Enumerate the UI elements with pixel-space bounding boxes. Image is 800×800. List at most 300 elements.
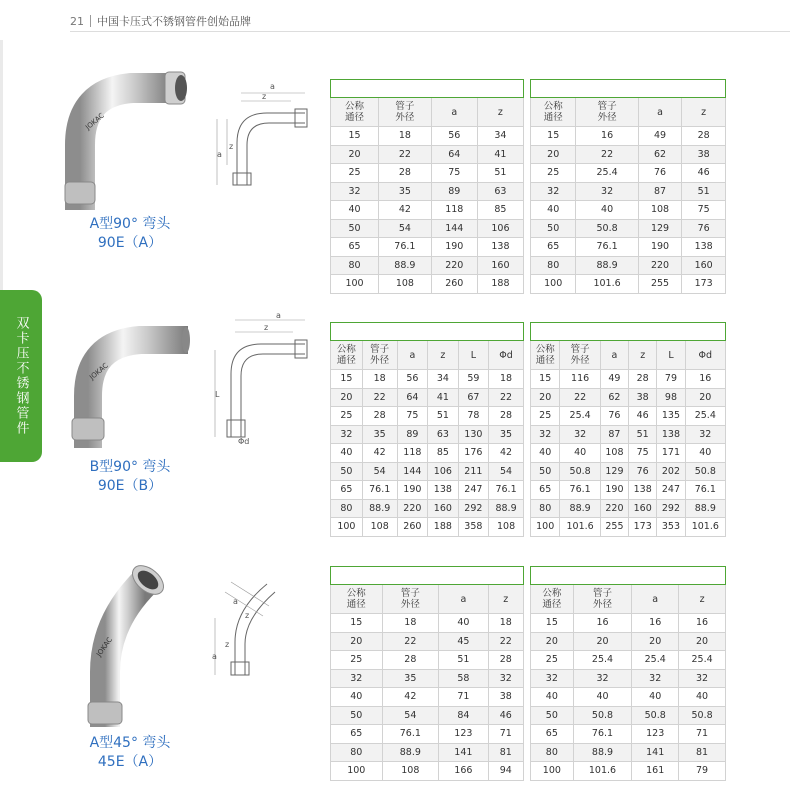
table-cell: 80 <box>531 256 576 275</box>
table-cell: 20 <box>531 632 574 651</box>
table-cell: 64 <box>431 145 477 164</box>
table-cell: 75 <box>629 444 657 463</box>
table-cell: 88.9 <box>573 743 632 762</box>
table-cell: 16 <box>685 370 725 389</box>
table-cell: 62 <box>638 145 682 164</box>
table-cell: 51 <box>629 425 657 444</box>
table-cell: 166 <box>439 762 489 781</box>
table-cell: 38 <box>488 688 523 707</box>
table-cell: 40 <box>576 201 638 220</box>
table-cell: 16 <box>632 614 679 633</box>
caption-code: 45E（A） <box>97 754 163 770</box>
elbow-90-b-diagram <box>205 312 325 447</box>
table-row <box>331 651 524 670</box>
table-title: CJ/T 152 Ⅰ系列 <box>331 80 524 98</box>
table-cell: 173 <box>682 275 726 294</box>
table-row <box>531 388 726 407</box>
diagram-dim-label: z <box>264 323 269 332</box>
table-cell: 15 <box>531 370 560 389</box>
table-cell: 76 <box>629 462 657 481</box>
table-cell: 65 <box>331 481 363 500</box>
col-header: a <box>638 98 682 127</box>
table-row <box>531 669 726 688</box>
table-cell: 188 <box>428 518 459 537</box>
table-row <box>331 256 524 275</box>
table-row <box>331 275 524 294</box>
table-cell: 32 <box>531 182 576 201</box>
table-cell: 35 <box>489 425 524 444</box>
table-cell: 129 <box>600 462 628 481</box>
table-cell: 67 <box>458 388 489 407</box>
table-cell: 160 <box>629 499 657 518</box>
spec-table-cjt152 <box>330 566 524 781</box>
spec-table-cjt152 <box>330 322 524 537</box>
page-edge <box>0 40 3 290</box>
table-cell: 80 <box>531 499 560 518</box>
table-cell: 16 <box>573 614 632 633</box>
table-cell: 15 <box>331 614 383 633</box>
table-cell: 32 <box>488 669 523 688</box>
table-cell: 40 <box>331 201 379 220</box>
table-cell: 260 <box>397 518 428 537</box>
table-cell: 54 <box>362 462 397 481</box>
col-header: a <box>397 341 428 370</box>
table-cell: 76.1 <box>573 725 632 744</box>
table-cell: 76.1 <box>489 481 524 500</box>
table-cell: 100 <box>531 275 576 294</box>
table-cell: 28 <box>629 370 657 389</box>
table-cell: 220 <box>600 499 628 518</box>
table-cell: 25.4 <box>560 407 600 426</box>
table-cell: 54 <box>489 462 524 481</box>
table-cell: 255 <box>600 518 628 537</box>
table-cell: 18 <box>362 370 397 389</box>
table-cell: 108 <box>379 275 432 294</box>
svg-text:JOKAC: JOKAC <box>84 111 106 132</box>
table-cell: 42 <box>489 444 524 463</box>
table-cell: 176 <box>458 444 489 463</box>
table-cell: 160 <box>477 256 523 275</box>
table-row <box>531 425 726 444</box>
table-cell: 88.9 <box>576 256 638 275</box>
table-cell: 71 <box>679 725 726 744</box>
table-cell: 40 <box>331 688 383 707</box>
table-title: GB/T19228.1 Ⅰ系列 <box>531 80 726 98</box>
table-cell: 75 <box>682 201 726 220</box>
table-cell: 50.8 <box>573 706 632 725</box>
table-cell: 25 <box>331 407 363 426</box>
table-cell: 38 <box>629 388 657 407</box>
table-cell: 100 <box>531 518 560 537</box>
table-cell: 50 <box>531 462 560 481</box>
table-row <box>531 238 726 257</box>
table-cell: 34 <box>428 370 459 389</box>
table-row <box>331 518 524 537</box>
table-cell: 18 <box>379 127 432 146</box>
table-cell: 22 <box>379 145 432 164</box>
table-cell: 40 <box>331 444 363 463</box>
table-cell: 101.6 <box>573 762 632 781</box>
table-cell: 25 <box>331 651 383 670</box>
table-cell: 20 <box>331 145 379 164</box>
table-cell: 108 <box>600 444 628 463</box>
table-row <box>331 762 524 781</box>
table-cell: 45 <box>439 632 489 651</box>
table-cell: 85 <box>428 444 459 463</box>
table-cell: 20 <box>679 632 726 651</box>
table-cell: 101.6 <box>576 275 638 294</box>
table-cell: 80 <box>331 499 363 518</box>
table-cell: 50 <box>331 462 363 481</box>
elbow-45-a-photo <box>60 562 190 727</box>
col-header: z <box>428 341 459 370</box>
table-cell: 173 <box>629 518 657 537</box>
table-row <box>331 462 524 481</box>
table-cell: 76.1 <box>362 481 397 500</box>
table-cell: 59 <box>458 370 489 389</box>
table-cell: 40 <box>560 444 600 463</box>
col-header: 公称 通径 <box>331 341 363 370</box>
table-row <box>531 164 726 183</box>
table-cell: 63 <box>428 425 459 444</box>
table-cell: 71 <box>488 725 523 744</box>
table-cell: 138 <box>428 481 459 500</box>
table-cell: 190 <box>638 238 682 257</box>
table-cell: 75 <box>431 164 477 183</box>
table-cell: 78 <box>458 407 489 426</box>
page-header <box>70 12 251 30</box>
table-cell: 34 <box>477 127 523 146</box>
table-row <box>531 407 726 426</box>
table-cell: 15 <box>331 127 379 146</box>
table-row <box>331 370 524 389</box>
table-cell: 51 <box>682 182 726 201</box>
table-row <box>531 182 726 201</box>
col-header: Φd <box>685 341 725 370</box>
table-cell: 100 <box>331 518 363 537</box>
table-row <box>531 370 726 389</box>
side-category-tab <box>0 290 42 462</box>
table-cell: 28 <box>362 407 397 426</box>
table-cell: 100 <box>531 762 574 781</box>
table-cell: 56 <box>397 370 428 389</box>
table-row <box>531 706 726 725</box>
table-row <box>331 632 524 651</box>
table-cell: 40 <box>573 688 632 707</box>
table-cell: 15 <box>531 614 574 633</box>
table-cell: 76.1 <box>382 725 439 744</box>
table-cell: 88.9 <box>560 499 600 518</box>
table-cell: 22 <box>489 388 524 407</box>
table-cell: 32 <box>331 425 363 444</box>
table-cell: 25 <box>531 651 574 670</box>
table-cell: 138 <box>682 238 726 257</box>
table-cell: 141 <box>632 743 679 762</box>
table-row <box>531 614 726 633</box>
table-cell: 16 <box>679 614 726 633</box>
table-cell: 28 <box>379 164 432 183</box>
table-row <box>531 145 726 164</box>
table-cell: 108 <box>638 201 682 220</box>
table-cell: 88.9 <box>685 499 725 518</box>
table-cell: 88.9 <box>379 256 432 275</box>
table-cell: 108 <box>489 518 524 537</box>
table-cell: 50.8 <box>685 462 725 481</box>
col-header: 管子 外径 <box>573 585 632 614</box>
table-cell: 32 <box>576 182 638 201</box>
table-row <box>331 164 524 183</box>
table-cell: 40 <box>632 688 679 707</box>
table-title: GB/T19228.1 Ⅰ系列 <box>531 567 726 585</box>
table-cell: 75 <box>397 407 428 426</box>
table-cell: 51 <box>428 407 459 426</box>
table-cell: 54 <box>379 219 432 238</box>
col-header: 管子 外径 <box>560 341 600 370</box>
table-cell: 32 <box>331 182 379 201</box>
table-row <box>331 407 524 426</box>
table-cell: 84 <box>439 706 489 725</box>
table-cell: 50.8 <box>576 219 638 238</box>
table-row <box>331 725 524 744</box>
product-caption <box>70 215 190 253</box>
table-cell: 81 <box>679 743 726 762</box>
table-cell: 255 <box>638 275 682 294</box>
table-cell: 54 <box>382 706 439 725</box>
table-row <box>531 762 726 781</box>
table-cell: 292 <box>458 499 489 518</box>
diagram-dim-label: a <box>212 652 217 661</box>
table-row <box>331 145 524 164</box>
svg-text:JOKAC: JOKAC <box>88 361 110 382</box>
table-row <box>331 706 524 725</box>
table-cell: 32 <box>632 669 679 688</box>
caption-code: 90E（B） <box>97 478 163 494</box>
table-cell: 101.6 <box>560 518 600 537</box>
table-cell: 32 <box>331 669 383 688</box>
spec-table-gbt19228 <box>530 79 726 294</box>
table-cell: 15 <box>531 127 576 146</box>
table-cell: 89 <box>431 182 477 201</box>
table-cell: 76 <box>638 164 682 183</box>
diagram-dim-label: z <box>262 92 267 101</box>
table-row <box>331 743 524 762</box>
table-cell: 28 <box>488 651 523 670</box>
table-cell: 25.4 <box>632 651 679 670</box>
table-cell: 41 <box>477 145 523 164</box>
table-row <box>531 725 726 744</box>
col-header: 公称 通径 <box>531 98 576 127</box>
header-divider <box>90 15 91 27</box>
spec-table-cjt152 <box>330 79 524 294</box>
table-cell: 16 <box>576 127 638 146</box>
table-cell: 76 <box>682 219 726 238</box>
col-header: Φd <box>489 341 524 370</box>
table-cell: 65 <box>531 725 574 744</box>
table-cell: 190 <box>397 481 428 500</box>
table-cell: 101.6 <box>685 518 725 537</box>
table-cell: 220 <box>638 256 682 275</box>
page-number: 21 <box>70 14 84 28</box>
table-cell: 188 <box>477 275 523 294</box>
table-row <box>331 614 524 633</box>
table-cell: 65 <box>331 238 379 257</box>
diagram-dim-label: z <box>245 611 250 620</box>
table-cell: 35 <box>362 425 397 444</box>
table-row <box>331 481 524 500</box>
table-cell: 88.9 <box>489 499 524 518</box>
table-cell: 40 <box>531 688 574 707</box>
table-cell: 50.8 <box>632 706 679 725</box>
table-cell: 144 <box>397 462 428 481</box>
table-cell: 32 <box>531 425 560 444</box>
table-cell: 22 <box>488 632 523 651</box>
table-row <box>531 275 726 294</box>
table-cell: 353 <box>657 518 685 537</box>
table-cell: 88.9 <box>382 743 439 762</box>
table-cell: 50.8 <box>560 462 600 481</box>
col-header: 管子 外径 <box>379 98 432 127</box>
table-cell: 35 <box>382 669 439 688</box>
table-cell: 80 <box>531 743 574 762</box>
table-cell: 260 <box>431 275 477 294</box>
col-header: z <box>477 98 523 127</box>
table-cell: 20 <box>531 388 560 407</box>
table-cell: 171 <box>657 444 685 463</box>
col-header: 公称 通径 <box>331 585 383 614</box>
table-cell: 51 <box>477 164 523 183</box>
table-cell: 51 <box>439 651 489 670</box>
table-cell: 129 <box>638 219 682 238</box>
table-row <box>531 127 726 146</box>
table-cell: 65 <box>531 481 560 500</box>
table-cell: 46 <box>629 407 657 426</box>
col-header: 公称 通径 <box>331 98 379 127</box>
table-row <box>531 462 726 481</box>
table-cell: 89 <box>397 425 428 444</box>
table-cell: 28 <box>682 127 726 146</box>
table-cell: 46 <box>488 706 523 725</box>
table-cell: 22 <box>382 632 439 651</box>
elbow-90-a-photo <box>60 60 190 210</box>
table-cell: 15 <box>331 370 363 389</box>
col-header: 管子 外径 <box>362 341 397 370</box>
col-header: a <box>600 341 628 370</box>
table-cell: 76.1 <box>576 238 638 257</box>
table-cell: 41 <box>428 388 459 407</box>
table-cell: 100 <box>331 275 379 294</box>
table-cell: 25.4 <box>573 651 632 670</box>
spec-table-gbt19228 <box>530 322 726 537</box>
table-row <box>531 632 726 651</box>
table-row <box>531 688 726 707</box>
col-header: 公称 通径 <box>531 585 574 614</box>
table-cell: 25 <box>531 407 560 426</box>
table-cell: 20 <box>531 145 576 164</box>
table-cell: 358 <box>458 518 489 537</box>
table-cell: 76.1 <box>379 238 432 257</box>
table-cell: 80 <box>331 256 379 275</box>
table-cell: 94 <box>488 762 523 781</box>
caption-code: 90E（A） <box>97 235 163 251</box>
table-cell: 292 <box>657 499 685 518</box>
table-cell: 40 <box>531 444 560 463</box>
table-row <box>531 651 726 670</box>
table-cell: 123 <box>632 725 679 744</box>
table-cell: 20 <box>573 632 632 651</box>
table-cell: 20 <box>685 388 725 407</box>
table-cell: 65 <box>531 238 576 257</box>
table-cell: 118 <box>397 444 428 463</box>
table-row <box>531 201 726 220</box>
table-cell: 106 <box>428 462 459 481</box>
diagram-dim-label: z <box>229 142 234 151</box>
table-cell: 22 <box>560 388 600 407</box>
table-cell: 46 <box>682 164 726 183</box>
table-row <box>331 182 524 201</box>
table-cell: 100 <box>331 762 383 781</box>
table-cell: 32 <box>560 425 600 444</box>
table-row <box>331 127 524 146</box>
table-cell: 220 <box>397 499 428 518</box>
table-cell: 25 <box>331 164 379 183</box>
table-cell: 71 <box>439 688 489 707</box>
table-cell: 62 <box>600 388 628 407</box>
col-header: z <box>679 585 726 614</box>
col-header: 管子 外径 <box>576 98 638 127</box>
table-cell: 138 <box>657 425 685 444</box>
table-cell: 40 <box>679 688 726 707</box>
caption-name: A型90° 弯头 <box>89 216 171 232</box>
table-cell: 40 <box>439 614 489 633</box>
col-header: a <box>632 585 679 614</box>
table-cell: 144 <box>431 219 477 238</box>
table-cell: 50 <box>331 219 379 238</box>
table-cell: 220 <box>431 256 477 275</box>
table-title: CJ/T 152 Ⅰ系列 <box>331 323 524 341</box>
table-cell: 25.4 <box>576 164 638 183</box>
table-row <box>531 256 726 275</box>
table-cell: 50.8 <box>679 706 726 725</box>
table-cell: 118 <box>431 201 477 220</box>
diagram-dim-label: a <box>270 82 275 91</box>
table-cell: 65 <box>331 725 383 744</box>
spec-table-gbt19228 <box>530 566 726 781</box>
table-row <box>531 499 726 518</box>
table-cell: 50 <box>531 706 574 725</box>
table-cell: 20 <box>632 632 679 651</box>
table-cell: 190 <box>600 481 628 500</box>
table-cell: 32 <box>531 669 574 688</box>
table-row <box>331 688 524 707</box>
elbow-90-b-photo <box>60 318 190 448</box>
table-row <box>531 743 726 762</box>
product-caption <box>70 734 190 772</box>
table-cell: 58 <box>439 669 489 688</box>
table-row <box>331 499 524 518</box>
table-cell: 247 <box>657 481 685 500</box>
table-cell: 42 <box>362 444 397 463</box>
table-row <box>331 444 524 463</box>
table-cell: 76 <box>600 407 628 426</box>
table-cell: 64 <box>397 388 428 407</box>
table-cell: 88.9 <box>362 499 397 518</box>
table-cell: 20 <box>331 388 363 407</box>
table-cell: 76.1 <box>685 481 725 500</box>
table-cell: 40 <box>685 444 725 463</box>
table-cell: 28 <box>489 407 524 426</box>
table-cell: 22 <box>576 145 638 164</box>
table-row <box>531 518 726 537</box>
